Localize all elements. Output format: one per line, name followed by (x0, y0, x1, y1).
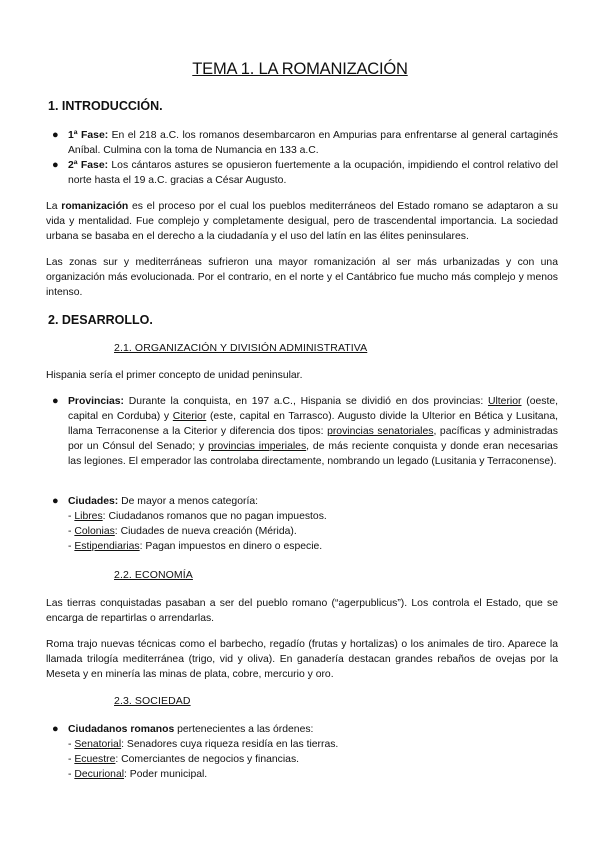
subsection-title: 2.2. ECONOMÍA (114, 569, 193, 581)
bullet-icon: ● (52, 159, 59, 171)
list-item: - Senatorial: Senadores cuya riqueza residía en las tierras. (68, 739, 339, 750)
fase-label: 2ª Fase: (68, 160, 109, 171)
paragraph-text: es el proceso por el cual los pueblos mediterráneos del Estado romano se adaptaron a su vida y mentalidad. Fue complejo y completamente desigual, pero de trascendental importancia. La sociedad urbana se basaba en el derecho a la ciudadanía y el uso del latín en las élites peninsulares. (46, 201, 558, 242)
list-item: - Ecuestre: Comerciantes de negocios y financias. (68, 754, 300, 765)
item-desc: : Comerciantes de negocios y financias. (115, 754, 300, 765)
bullet-icon: ● (52, 495, 59, 507)
section-heading-introduccion: 1. INTRODUCCIÓN. (48, 99, 163, 113)
list-item: - Decurional: Poder municipal. (68, 769, 208, 780)
provincias-text: , pacíficas y administradas por un Cónsul del Senado; y (68, 426, 558, 452)
paragraph-text: La (46, 201, 58, 212)
list-item: - Libres: Ciudadanos romanos que no pagan impuestos. (68, 511, 327, 522)
term-romanizacion: romanización (61, 201, 129, 212)
ciudades-line (68, 494, 558, 509)
subsection-heading-economia (48, 569, 193, 581)
provincias-label: Provincias: (68, 396, 125, 407)
list-item-fase-1 (52, 128, 559, 158)
item-desc: : Ciudadanos romanos que no pagan impuestos. (102, 511, 327, 522)
subsection-title: 2.3. SOCIEDAD (114, 695, 191, 707)
item-desc: : Poder municipal. (124, 769, 208, 780)
paragraph-hispania: Hispania sería el primer concepto de unidad peninsular. (46, 370, 303, 381)
term-colonias: Colonias (74, 526, 115, 537)
term-ecuestre: Ecuestre (74, 754, 116, 765)
paragraph-tecnicas: Roma trajo nuevas técnicas como el barbecho, regadío (frutas y hortalizas) o los animales de tiro. Aparece la llamada trilogía mediterránea (trigo, vid y oliva). En ganadería destacan grandes rebaños de ovejas por la Meseta y en minería las minas de plata, cobre, mercurio y oro. (46, 639, 558, 680)
ciudadanos-label: Ciudadanos romanos (68, 724, 175, 735)
bullet-icon: ● (52, 129, 59, 141)
provincias-text: (este, capital en Tarrasco). Augusto divide la Ulterior en Bética y Lusitana, llama Terraconense a la Citerior y diferencia dos tipos: (68, 411, 558, 437)
paragraph-romanizacion (46, 199, 558, 244)
list-item-ciudadanos (52, 722, 558, 782)
ciudades-text: De mayor a menos categoría: (121, 496, 258, 507)
provincias-text: , de más reciente conquista y donde eran necesarias las legiones. El emperador las controlaba directamente, nombrando un legado (Lusitania y Terraconense). (68, 441, 558, 467)
term-ulterior: Ulterior (487, 396, 522, 407)
ciudades-label: Ciudades: (68, 496, 119, 507)
term-estipendiarias: Estipendiarias (74, 541, 140, 552)
item-desc: : Senadores cuya riqueza residía en las tierras. (121, 739, 339, 750)
list-item-provincias (52, 394, 559, 469)
list-item-ciudades (52, 494, 558, 554)
term-citerior: Citerior (172, 411, 207, 422)
term-provincias-imperiales: provincias imperiales (208, 441, 307, 452)
paragraph-tierras: Las tierras conquistadas pasaban a ser del pueblo romano (“agerpublicus”). Los controla el Estado, que se encarga de repartirlas o arrendarlas. (46, 598, 558, 624)
term-decurional: Decurional (74, 769, 125, 780)
paragraph-zonas: Las zonas sur y mediterráneas sufrieron una mayor romanización al ser más urbanizadas y con una organización más evolucionada. Por el contrario, en el norte y el Cantábrico fue mucho más complejo y menos intenso. (46, 257, 558, 298)
section-heading-desarrollo: 2. DESARROLLO. (48, 313, 153, 327)
term-libres: Libres (74, 511, 103, 522)
term-senatorial: Senatorial (74, 739, 122, 750)
fase-text: Los cántaros astures se opusieron fuertemente a la ocupación, impidiendo el control relativo del norte hasta el 19 a.C. gracias a César Augusto. (68, 160, 559, 186)
item-desc: : Ciudades de nueva creación (Mérida). (114, 526, 297, 537)
page-title: TEMA 1. LA ROMANIZACIÓN (192, 60, 408, 78)
bullet-icon: ● (52, 395, 59, 407)
ciudadanos-text: pertenecientes a las órdenes: (177, 724, 314, 735)
provincias-text: (oeste, capital en Corduba) y (68, 396, 559, 422)
provincias-text: Durante la conquista, en 197 a.C., Hispania se dividió en dos provincias: (128, 396, 484, 407)
bullet-icon: ● (52, 723, 59, 735)
list-item-fase-2 (52, 158, 559, 188)
list-item: - Estipendiarias: Pagan impuestos en dinero o especie. (68, 541, 323, 552)
subsection-heading-sociedad (48, 695, 191, 707)
subsection-heading-organizacion (48, 342, 367, 354)
fase-text: En el 218 a.C. los romanos desembarcaron en Ampurias para enfrentarse al general cartaginés Aníbal. Culmina con la toma de Numancia en 133 a.C. (68, 130, 559, 156)
list-item: - Colonias: Ciudades de nueva creación (Mérida). (68, 526, 297, 537)
subsection-title: 2.1. ORGANIZACIÓN Y DIVISIÓN ADMINISTRATIVA (114, 342, 368, 354)
term-provincias-senatoriales: provincias senatoriales (327, 426, 434, 437)
item-desc: : Pagan impuestos en dinero o especie. (139, 541, 323, 552)
ciudadanos-line (68, 722, 558, 737)
fase-label: 1ª Fase: (68, 130, 109, 141)
